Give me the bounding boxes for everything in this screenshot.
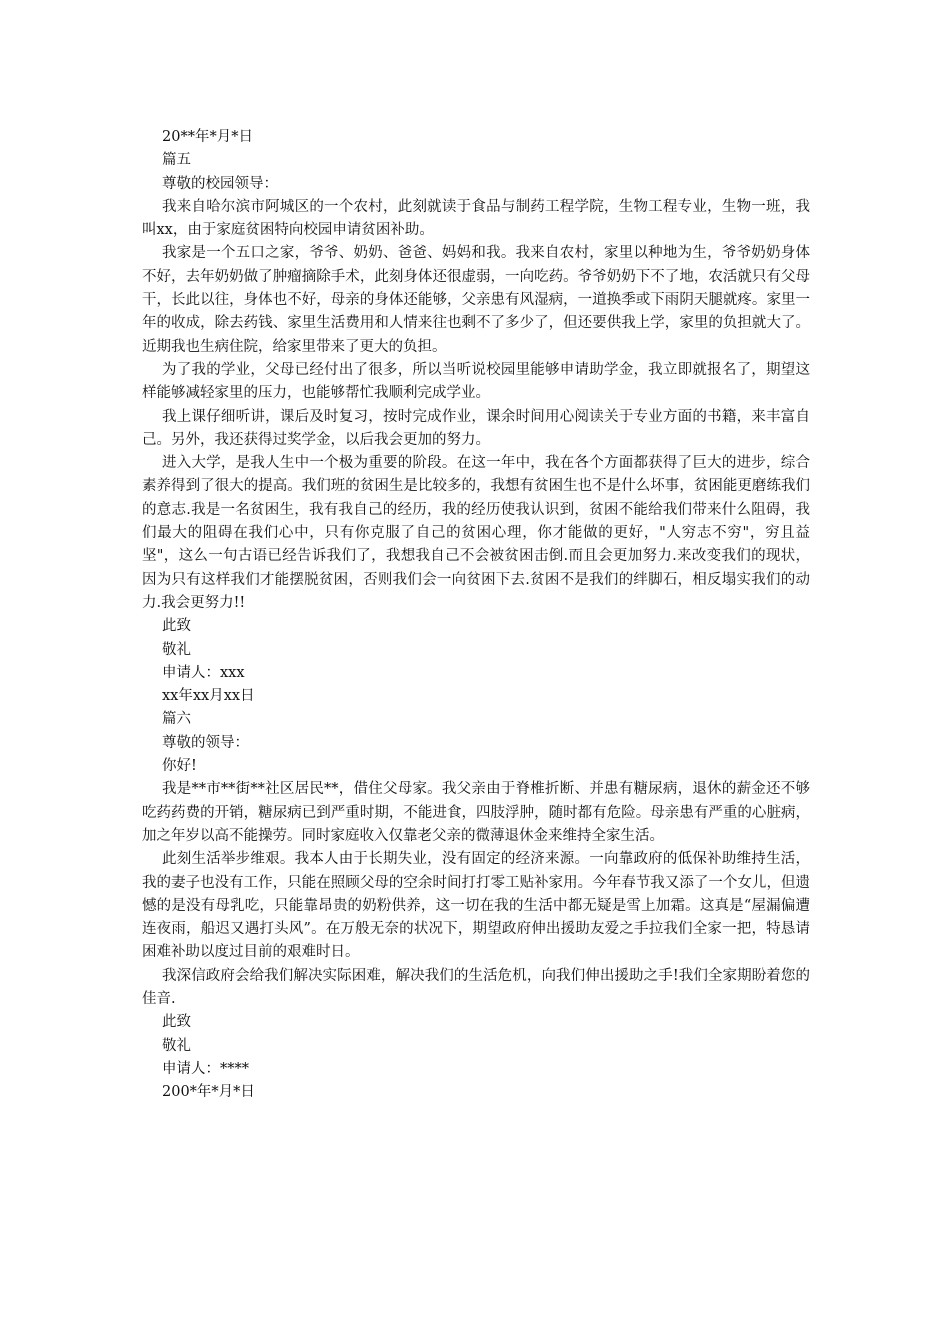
section6-paragraph: 我深信政府会给我们解决实际困难，解决我们的生活危机，向我们伸出援助之手!我们全家期盼着您的佳音. <box>142 967 810 1007</box>
top-date: 20**年*月*日 <box>162 129 253 145</box>
section6-applicant: 申请人：**** <box>162 1060 249 1077</box>
section6-greeting: 你好! <box>162 758 197 775</box>
section6-closing-2: 敬礼 <box>162 1037 191 1054</box>
section5-heading: 篇五 <box>162 152 191 169</box>
section6-paragraph: 此刻生活举步维艰。我本人由于长期失业，没有固定的经济来源。一向靠政府的低保补助维持生活，我的妻子也没有工作，只能在照顾父母的空余时间打打零工贴补家用。今年春节我又添了一个女儿，但遗憾的是没有母乳吃，只能靠昂贵的奶粉供养，这一切在我的生活中都无疑是雪上加霜。这真是“屋漏偏遭连夜雨，船迟又遇打头风”。在万般无奈的状况下，期望政府伸出援助友爱之手拉我们全家一把，特恳请困难补助以度过目前的艰难时日。 <box>142 851 810 961</box>
section5-applicant: 申请人：xxx <box>162 664 245 681</box>
section5-closing-2: 敬礼 <box>162 641 191 658</box>
document-body <box>142 126 810 1104</box>
section6-paragraph: 我是**市**街**社区居民**，借住父母家。我父亲由于脊椎折断、并患有糖尿病，退休的薪金还不够吃药药费的开销，糖尿病已到严重时期，不能进食，四肢浮肿，随时都有危险。母亲患有严重的心脏病，加之年岁以高不能操劳。同时家庭收入仅靠老父亲的微薄退休金来维持全家生活。 <box>142 781 810 844</box>
section6-salutation: 尊敬的领导： <box>162 734 249 751</box>
section5-paragraph: 为了我的学业，父母已经付出了很多，所以当听说校园里能够申请助学金，我立即就报名了，期望这样能够减轻家里的压力，也能够帮忙我顺利完成学业。 <box>142 361 810 402</box>
section6-heading: 篇六 <box>162 711 191 728</box>
section6-date: 200*年*月*日 <box>162 1084 255 1101</box>
section5-paragraph: 我来自哈尔滨市阿城区的一个农村，此刻就读于食品与制药工程学院，生物工程专业，生物一班，我叫xx，由于家庭贫困特向校园申请贫困补助。 <box>142 198 810 239</box>
section5-closing-1: 此致 <box>162 618 191 635</box>
section6-closing-1: 此致 <box>162 1014 191 1031</box>
section5-date: xx年xx月xx日 <box>162 688 255 705</box>
section5-paragraph: 进入大学，是我人生中一个极为重要的阶段。在这一年中，我在各个方面都获得了巨大的进步，综合素养得到了很大的提高。我们班的贫困生是比较多的，我想有贫困生也不是什么坏事，贫困能更磨练我们的意志.我是一名贫困生，我有我自己的经历，我的经历使我认识到，贫困不能给我们带来什么阻碍，我们最大的阻碍在我们心中，只有你克服了自己的贫困心理，你才能做的更好，"人穷志不穷"，穷且益坚"，这么一句古语已经告诉我们了，我想我自己不会被贫困击倒.而且会更加努力.来改变我们的现状，因为只有这样我们才能摆脱贫困，否则我们会一向贫困下去.贫困不是我们的绊脚石，相反塌实我们的动力.我会更努力!! <box>142 455 810 611</box>
section5-salutation: 尊敬的校园领导： <box>162 175 278 192</box>
section5-paragraph: 我上课仔细听讲，课后及时复习，按时完成作业，课余时间用心阅读关于专业方面的书籍，来丰富自己。另外，我还获得过奖学金，以后我会更加的努力。 <box>142 408 810 448</box>
section5-paragraph: 我家是一个五口之家，爷爷、奶奶、爸爸、妈妈和我。我来自农村，家里以种地为生，爷爷奶奶身体不好，去年奶奶做了肿瘤摘除手术，此刻身体还很虚弱，一向吃药。爷爷奶奶下不了地，农活就只有父母干，长此以往，身体也不好，母亲的身体还能够，父亲患有风湿病，一道换季或下雨阴天腿就疼。家里一年的收成，除去药钱、家里生活费用和人情来往也剩不了多少了，但还要供我上学，家里的负担就大了。近期我也生病住院，给家里带来了更大的负担。 <box>142 245 810 355</box>
